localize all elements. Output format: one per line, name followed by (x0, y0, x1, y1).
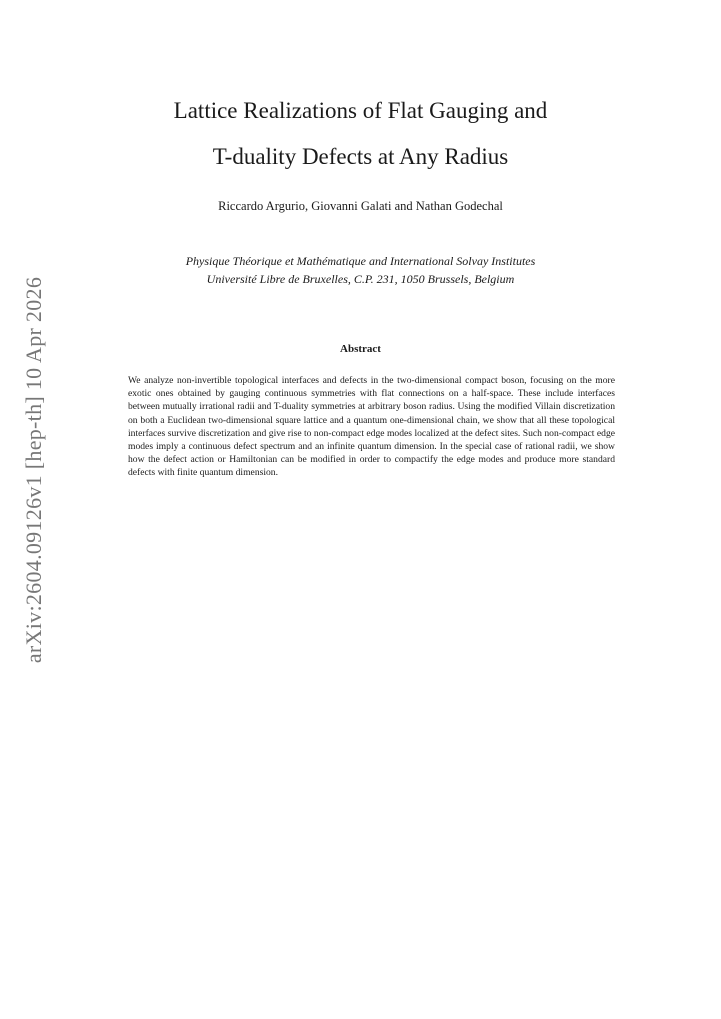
affiliation-line-1: Physique Théorique et Mathématique and International Solvay Institutes (185, 254, 536, 268)
affiliation (100, 252, 621, 288)
abstract-heading: Abstract (340, 343, 381, 355)
abstract-text: We analyze non-invertible topological interfaces and defects in the two-dimensional compact boson, focusing on the more exotic ones obtained by gauging continuous symmetries with flat connections on a half-space. These include interfaces between mutually irrational radii and T-duality symmetries at arbitrary boson radius. Using the modified Villain discretization on both a Euclidean two-dimensional square lattice and a quantum one-dimensional chain, we show that all these topological interfaces survive discretization and give rise to non-compact edge modes localized at the defect sites. Such non-compact edge modes imply a continuous defect spectrum and an infinite quantum dimension. In the special case of rational radii, we show how the defect action or Hamiltonian can be modified in order to compactify the edge modes and produce more standard defects with finite quantum dimension. (128, 375, 615, 479)
title-line-2: T-duality Defects at Any Radius (212, 144, 509, 169)
paper-title (100, 88, 621, 180)
title-line-1: Lattice Realizations of Flat Gauging and (173, 98, 548, 123)
affiliation-line-2: Université Libre de Bruxelles, C.P. 231, 1050 Brussels, Belgium (206, 272, 515, 286)
arxiv-identifier: arXiv:2604.09126v1 [hep-th] 10 Apr 2026 (21, 276, 46, 664)
author-list: Riccardo Argurio, Giovanni Galati and Nathan Godechal (218, 199, 503, 213)
